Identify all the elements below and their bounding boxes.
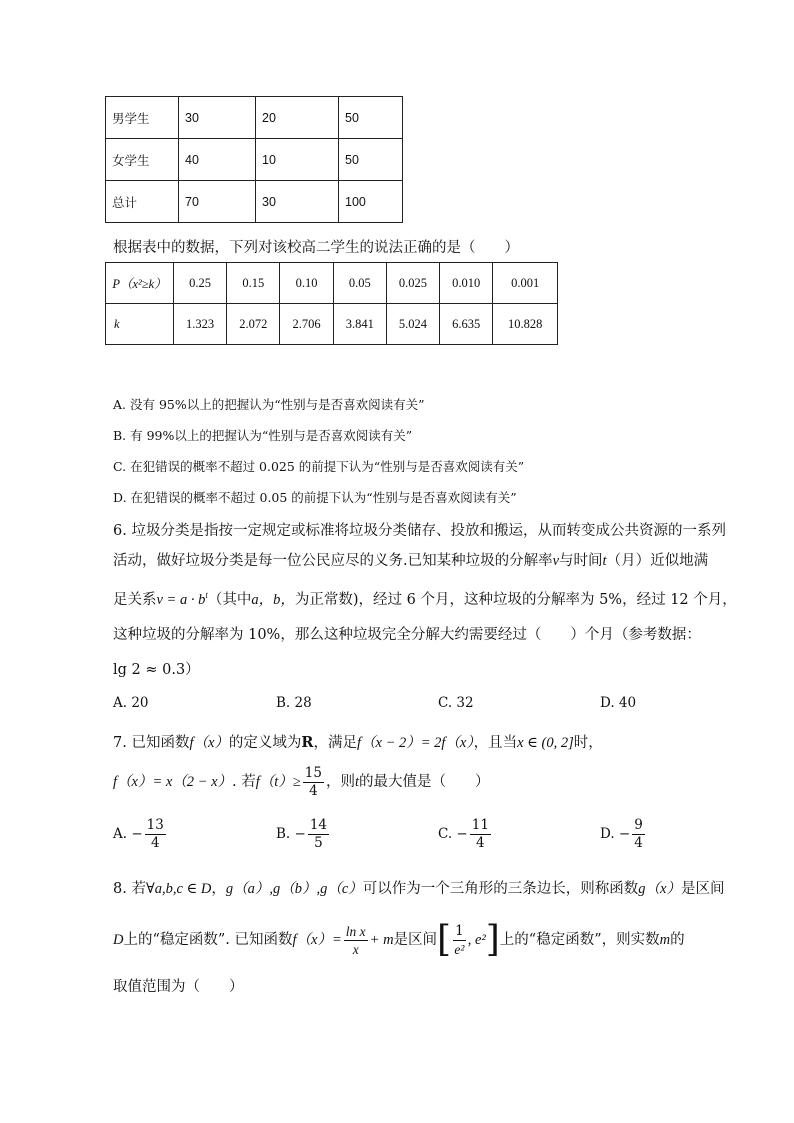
q7-fraction: [303, 765, 324, 800]
numerator: 1: [455, 922, 464, 939]
q8-formula: g（x）: [638, 881, 681, 897]
q5-option-c: C. 在犯错误的概率不超过 0.025 的前提下认为“性别与是否喜欢阅读有关”: [113, 459, 525, 474]
q7-option-d: D. − $\frac{9}{4}$: [600, 817, 643, 851]
table-row: [106, 304, 558, 345]
q6-option-d: D. 40: [600, 695, 637, 711]
q5-option-d: D. 在犯错误的概率不超过 0.05 的前提下认为“性别与是否喜欢阅读有关”: [113, 490, 517, 505]
q6-text: （月）近似地满: [606, 553, 709, 569]
table-cell: 6.635: [440, 304, 493, 345]
contingency-table: [105, 96, 403, 223]
q7-text: 的最大值是（ ）: [358, 774, 490, 790]
q7-formula: f（x）: [189, 735, 229, 751]
numerator: ln x: [345, 923, 366, 939]
q7-line-1: [113, 731, 603, 752]
q7-text: . 若: [232, 774, 256, 790]
left-bracket: [: [437, 919, 452, 960]
table-cell: 1.323: [174, 304, 227, 345]
q8-formula: ∀a,b,c ∈ D: [145, 881, 212, 897]
q8-text: 是区间: [393, 932, 438, 948]
table-cell: 总计: [106, 181, 179, 223]
q8-formula: g（a）,g（b）,g（c）: [225, 881, 363, 897]
q7-formula: f（t）≥: [255, 774, 301, 790]
table-cell: 2.706: [280, 304, 333, 345]
q8-var-m: m: [659, 932, 671, 948]
numerator: 13: [146, 817, 164, 833]
q6-line-1: 6. 垃圾分类是指按一定规定或标准将垃圾分类储存、投放和搬运，从而转变成公共资源的一系列: [113, 523, 726, 539]
q8-text: ，: [211, 881, 226, 897]
q8-text: 上的“稳定函数”，则实数: [499, 932, 660, 948]
chi-square-table: [105, 262, 558, 345]
q7-text: 的定义域为: [228, 735, 302, 751]
q6-option-b: B. 28: [276, 695, 312, 711]
q6-vars: a，b，: [251, 592, 295, 608]
table-cell: 50: [339, 97, 403, 139]
q7-text: ，满足: [313, 735, 357, 751]
option-fraction: [308, 817, 329, 852]
q8-interval-right: , e²: [467, 932, 486, 948]
table-cell: 女学生: [106, 139, 179, 181]
table-row: [106, 97, 403, 139]
right-bracket: ]: [485, 919, 500, 960]
table-cell: 0.001: [493, 263, 558, 304]
denominator: x: [352, 941, 359, 957]
q7-text: ，且当: [473, 735, 518, 751]
q7-real-set: R: [301, 734, 314, 751]
table-row: [106, 139, 403, 181]
table-cell: 70: [179, 181, 256, 223]
q6-formula-exponent: t: [205, 590, 208, 601]
q5-option-a: A. 没有 95%以上的把握认为“性别与是否喜欢阅读有关”: [113, 397, 425, 412]
numerator: 14: [309, 817, 328, 833]
table-row: [106, 263, 558, 304]
q7-formula: x ∈ (0, 2]: [517, 735, 574, 751]
table-cell: 20: [256, 97, 339, 139]
q8-text: 8. 若: [113, 881, 146, 897]
q6-var-v: v: [552, 553, 560, 569]
q8-formula: f（x）=: [292, 932, 342, 948]
q7-option-b: B. − $\frac{14}{5}$: [276, 817, 328, 851]
q7-option-a: A. − $\frac{13}{4}$: [113, 817, 164, 851]
q8-text: 是区间: [680, 881, 725, 897]
table-cell: 0.10: [280, 263, 333, 304]
denominator: 4: [309, 782, 318, 799]
table-cell: 0.05: [333, 263, 386, 304]
q8-formula: + m: [369, 932, 394, 948]
option-fraction: [145, 817, 166, 852]
q6-var-t: t: [602, 553, 607, 569]
q6-text: 为正常数)，经过 6 个月，这种垃圾的分解率为 5%，经过 12 个月，: [294, 592, 737, 608]
q7-text: 时，: [573, 735, 603, 751]
table-cell: 0.025: [386, 263, 439, 304]
q5-prompt: 根据表中的数据，下列对该校高二学生的说法正确的是（ ）: [113, 240, 519, 256]
q6-option-c: C. 32: [438, 695, 474, 711]
q8-text: 的: [670, 932, 685, 948]
q6-line-3: [113, 588, 737, 609]
q8-line-3: 取值范围为（ ）: [113, 979, 244, 995]
q7-formula: f（x − 2）= 2f（x）: [356, 735, 474, 751]
q6-text: （其中: [207, 592, 252, 608]
table-cell: 30: [179, 97, 256, 139]
q8-interval-fraction: [453, 923, 466, 958]
table-cell: 40: [179, 139, 256, 181]
q8-var-d: D: [113, 932, 124, 948]
q7-formula: f（x）= x（2 − x）: [113, 774, 233, 790]
q8-text: 上的“稳定函数”. 已知函数: [123, 932, 293, 948]
q6-formula: v = a · b: [156, 592, 206, 608]
q7-text: ，则: [325, 774, 355, 790]
table-header-cell: P（x²≥k）: [106, 263, 174, 304]
table-cell: 10: [256, 139, 339, 181]
table-row: [106, 181, 403, 223]
option-fraction: [470, 817, 491, 852]
q7-line-2: [113, 762, 489, 802]
q6-text: 活动，做好垃圾分类是每一位公民应尽的义务.已知某种垃圾的分解率: [113, 553, 553, 569]
table-cell: 30: [256, 181, 339, 223]
numerator: 9: [634, 817, 643, 833]
denominator: 4: [476, 835, 485, 851]
table-cell: 2.072: [227, 304, 280, 345]
denominator: 4: [634, 835, 643, 851]
table-cell: 5.024: [386, 304, 439, 345]
q6-option-a: A. 20: [113, 695, 149, 711]
table-cell: 男学生: [106, 97, 179, 139]
option-label: D.: [600, 826, 615, 842]
q5-option-b: B. 有 99%以上的把握认为“性别与是否喜欢阅读有关”: [113, 428, 413, 443]
option-label: C.: [438, 826, 453, 842]
table-cell: 3.841: [333, 304, 386, 345]
q7-var-t: t: [354, 774, 359, 790]
q6-text: 足关系: [113, 592, 157, 608]
q7-option-c: C. − $\frac{11}{4}$: [438, 817, 489, 851]
table-cell: 0.010: [440, 263, 493, 304]
table-header-cell: k: [106, 304, 174, 345]
table-cell: 50: [339, 139, 403, 181]
denominator: 4: [150, 835, 160, 851]
option-fraction: [632, 817, 645, 852]
q6-line-2: [113, 549, 708, 570]
q8-line-2: [113, 918, 685, 962]
option-label: A.: [113, 826, 128, 842]
numerator: 15: [304, 764, 322, 781]
option-label: B.: [276, 826, 291, 842]
numerator: 11: [471, 817, 489, 833]
denominator: e²: [454, 941, 465, 957]
table-cell: 10.828: [493, 304, 558, 345]
q8-text: 可以作为一个三角形的三条边长，则称函数: [362, 881, 639, 897]
q6-line-4: 这种垃圾的分解率为 10%，那么这种垃圾完全分解大约需要经过（ ）个月（参考数据：: [113, 627, 701, 643]
denominator: 5: [314, 835, 323, 851]
table-cell: 0.25: [174, 263, 227, 304]
table-cell: 100: [339, 181, 403, 223]
table-cell: 0.15: [227, 263, 280, 304]
q8-line-1: [113, 877, 724, 898]
q6-line-5: lg 2 ≈ 0.3）: [113, 662, 200, 678]
q7-text: 7. 已知函数: [113, 735, 190, 751]
q8-fraction: [344, 923, 368, 958]
q6-text: 与时间: [559, 553, 603, 569]
